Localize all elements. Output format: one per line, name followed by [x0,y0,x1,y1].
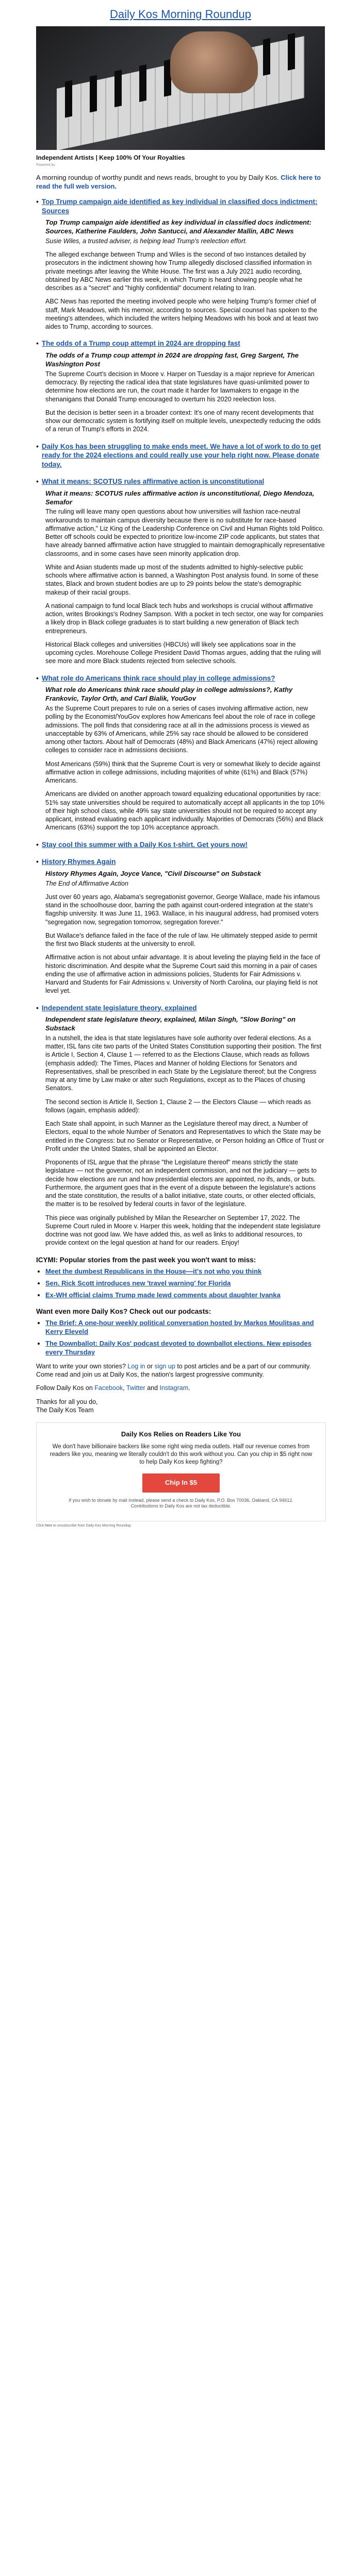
donate-cta [36,442,325,469]
unsubscribe-prefix: Click [36,1524,44,1528]
bullet-icon: • [36,477,39,486]
story-paragraph: ABC News has reported the meeting involved people who were helping Trump's former chief of staff, Mark Meadows, with his memoir, according to sources. Special counsel has spoken to the meeting's attendees, which included the writers helping Meadows with his book and at least two aides to Trump, according to sources. [45,298,319,331]
story-6 [36,1004,325,1247]
follow-label: Follow Daily Kos on [36,1384,93,1392]
icymi-link[interactable]: Ex-WH official claims Trump made lewd comments about daughter Ivanka [45,1291,281,1299]
icymi-link[interactable]: Meet the dumbest Republicans in the House—it's not who you think [45,1267,262,1276]
story-4 [36,674,325,832]
list-item [45,1340,325,1357]
list-item [45,1279,325,1288]
intro [36,174,325,191]
story-paragraph: But the decision is better seen in a broader context: It's one of many recent developments that show our democratic system is fortifying itself on multiple levels, unexpectedly reducing the odds of a rerun of Trump's efforts in 2024. [45,409,321,433]
podcast-link[interactable]: The Brief: A one-hour weekly political conversation hosted by Markos Moulitsas and Kerry Eleveld [45,1319,314,1336]
donate-body: We don't have billionaire backers like some right wing media outlets. Half our revenue comes from readers like you, meaning we literally couldn't do this work without you. Can you chip in $5 right now to help Daily Kos keep fighting? [50,1444,313,1465]
story-headline-link[interactable]: Independent state legislature theory, explained [41,1004,197,1012]
story-source: Independent state legislature theory, explained, Milan Singh, "Slow Boring" on Substack [45,1015,296,1032]
story-source: History Rhymes Again, Joyce Vance, "Civil Discourse" on Substack [45,869,261,877]
follow-line: Follow Daily Kos on Facebook, Twitter and Instagram. [36,1384,190,1392]
story-paragraph: In a nutshell, the idea is that state legislatures have sole authority over federal elections. As a matter, ISL fans cite two parts of the United States Constitution supporting their position. The first is Article I, Section 4, Clause 1 — referred to as the Elections Clause, which reads as follows (emphasis added): The Times, Places and Manner of holding Elections for Senators and Representatives, shall be prescribed in each State by the Legislature thereof; but the Congress may at any time by Law make or alter such Regulations, except as to the Places of chusing Senators. [45,1034,321,1092]
unsubscribe-link[interactable]: here [45,1524,53,1528]
story-2 [36,339,325,433]
story-source: What it means: SCOTUS rules affirmative action is unconstitutional, Diego Mendoza, Semafor [45,489,315,506]
bullet-icon: • [36,840,39,849]
story-headline-link[interactable]: The odds of a Trump coup attempt in 2024 are dropping fast [41,340,240,348]
shirt-cta [36,840,325,850]
closing-text [36,1362,325,1379]
intro-text: A morning roundup of worthy pundit and news reads, brought to you by Daily Kos. [36,174,279,182]
story-subtitle: The End of Affirmative Action [45,879,128,887]
signup-link[interactable]: sign up [154,1362,175,1370]
web-version-link[interactable]: Click here to read the full web version. [36,174,321,191]
list-item [45,1267,325,1276]
story-paragraph: As the Supreme Court prepares to rule on a series of cases involving affirmative action, new polling by the Economist/YouGov explores how Americans feel about the role of race in college admissions. The poll finds that considering race at all in the admissions process is viewed as unacceptable by 63% of Americans, while 25% say race should be allowed to be considered among other factors. About half of Democrats (48%) and Black Americans (47%) reject allowing colleges to consider race in admissions decisions. [45,705,318,754]
bullet-icon: • [36,1003,39,1012]
bullet-icon: • [36,857,39,866]
story-headline-link[interactable]: What it means: SCOTUS rules affirmative action is unconstitutional [41,478,265,486]
follow-and: and [147,1384,158,1392]
podcasts-list [36,1319,325,1357]
story-3 [36,477,325,666]
story-paragraph: White and Asian students made up most of the students admitted to highly-selective public schools where affirmative action is banned, a Washington Post analysis found. In some of these states, Black and brown student bodies are up to 29 points below the state's demographic makeup of their racial groups. [45,563,319,596]
closing-rest: to post articles and be a part of our community. Come read and join us at Daily Kos, the nation's largest progressive community. [36,1362,311,1379]
story-source: What role do Americans think race should play in college admissions?, Kathy Frankovic, Taylor Orth, and Carl Bialik, YouGov [45,686,293,703]
signoff-thanks: Thanks for all you do, [36,1398,98,1405]
story-paragraph: Most Americans (59%) think that the Supreme Court is very or somewhat likely to decide against affirmative action in college admissions, including majorities of white (61%) and Black (57%) Americans. [45,760,320,785]
story-paragraph: Just over 60 years ago, Alabama's segregationist governor, George Wallace, made his infamous stand in the schoolhouse door, barring the path against court-ordered integration at the state's flagship university. It was June 11, 1963. Wallace, in his inaugural address, had promised voters "segregation now, segregation tomorrow, segregation forever." [45,893,320,926]
story-paragraph: The second section is Article II, Section 1, Clause 2 — the Electors Clause — which reads as follows (again, emphasis added): [45,1098,311,1114]
story-headline-link[interactable]: Top Trump campaign aide identified as key individual in classified docs indictment: Sources [41,198,318,215]
ad-powered-by: Powered by [36,163,55,167]
list-item [45,1291,325,1300]
story-subtitle: Susie Wiles, a trusted adviser, is helping lead Trump's reelection effort. [45,237,248,245]
story-headline-link[interactable]: What role do Americans think race should play in college admissions? [41,674,275,682]
donate-cta-link[interactable]: Daily Kos has been struggling to make ends meet. We have a lot of work to do to get ready for the 2024 elections and could really use your help right now. Please donate today. [41,442,321,468]
bullet-icon: • [36,442,39,450]
closing-prompt: Want to write your own stories? [36,1362,126,1370]
story-paragraph: But Wallace's defiance failed in the face of the rule of law. He ultimately stepped aside to permit the first two Black students at the university to enroll. [45,931,318,948]
newsletter-title[interactable]: Daily Kos Morning Roundup [110,8,251,21]
unsubscribe-rest: to unsubscribe from Daily Kos Morning Roundup. [53,1524,132,1528]
mail-donation-note: If you wish to donate by mail instead, please send a check to Daily Kos, P.O. Box 70036, Oakland, CA 94612. Contributions to Daily Kos are not tax deductible. [69,1497,293,1509]
story-source: The odds of a Trump coup attempt in 2024 are dropping fast, Greg Sargent, The Washington Post [45,351,299,368]
story-paragraph: A national campaign to fund local Black tech hubs and workshops is crucial without affirmative action, writes Brookings's Rodney Sampson. With a pocket in tech sector, one way for companies a likely drop in Black college graduates is to start building a new generation of Black tech entrepreneurs. [45,602,323,635]
story-5 [36,857,325,995]
story-paragraph: The alleged exchange between Trump and Wiles is the second of two instances detailed by prosecutors in the indictment showing how Trump allegedly disclosed classified information in private meetings after leaving the White House. The first was a July 2021 audio recording, obtained by ABC News earlier this week, in which Trump is heard showing people what he describes as a "secret" and "highly confidential" document relating to Iran. [45,251,312,292]
ad-image[interactable] [36,26,325,150]
bullet-icon: • [36,673,39,682]
story-source: Top Trump campaign aide identified as key individual in classified docs indictment: Sources, Katherine Faulders, John Santucci, and Alexander Mallin, ABC News [45,218,311,235]
story-1 [36,197,325,331]
unsubscribe-line [36,1523,325,1528]
facebook-link[interactable]: Facebook [94,1384,123,1392]
signoff-team: The Daily Kos Team [36,1406,94,1414]
closing-or: or [146,1362,153,1370]
instagram-link[interactable]: Instagram [159,1384,189,1392]
podcast-link[interactable]: The Downballot: Daily Kos' podcast devoted to downballot elections. New episodes every Thursday [45,1340,311,1357]
story-paragraph: The ruling will leave many open questions about how universities will fashion race-neutral workarounds to maintain campus diversity because there is no substitute for race-based affirmative action," Liz King of the Leadership Conference on Civil and Human Rights told Politico. Better off schools could be expected to prioritize low-income ZIP code applicants, but states that have already banned affirmative action have struggled to maintain demographically representative classrooms, and in some cases have seen minority application drop. [45,508,325,557]
bullet-icon: • [36,197,39,206]
shirt-cta-link[interactable]: Stay cool this summer with a Daily Kos t-shirt. Get yours now! [41,840,248,849]
newsletter [36,0,325,1528]
list-item [45,1319,325,1336]
signoff [36,1398,325,1415]
story-paragraph: Americans are divided on another approach toward equalizing educational opportunities by race: 51% say state universities should be required to automatically accept all applicants in the top 10% of their high school class, while 49% say state universities should not be required to accept any applicant, instead evaluating each applicant individually. Majorities of Democrats (56%) and Black Americans (63%) support the top 10% acceptance approach. [45,790,325,832]
ad-caption[interactable]: Independent Artists | Keep 100% Of Your Royalties [36,154,185,161]
icymi-list [36,1267,325,1300]
chip-in-button[interactable]: Chip In $5 [142,1473,220,1493]
icymi-link[interactable]: Sen. Rick Scott introduces new 'travel warning' for Florida [45,1279,231,1287]
story-paragraph: This piece was originally published by Milan the Researcher on September 17, 2022. The Supreme Court ruled in Moore v. Harper this week, holding that the independent state legislature doctrine was not good law. We have added this, as well as links to additional resources, to provide context on the legal question at hand for our readers. Enjoy! [45,1214,321,1247]
bullet-icon: • [36,339,39,348]
story-paragraph: Proponents of ISL argue that the phrase "the Legislature thereof" means strictly the state legislature — not the governor, not an independent commission, and not the judiciary — gets to decide how elections are run and how presidential electors are appointed, no ifs, ands, or buts. Furthermore, the argument goes that in the event of a dispute between the legislature's actions and the state constitution, the results of a ballot initiative, state courts, or other elected officials, the matter is to be resolved by federal courts in favor of the legislature. [45,1159,317,1208]
podcasts-heading: Want even more Daily Kos? Check out our podcasts: [36,1307,211,1315]
story-headline-link[interactable]: History Rhymes Again [41,858,116,866]
hand-illustration [170,31,258,93]
story-paragraph: Historical Black colleges and universities (HBCUs) will likely see applications soar in the upcoming cycles. Morehouse College President David Thomas argues, adding that the ruling will see more and more Black students rejected from selective schools. [45,640,321,665]
story-paragraph: The Supreme Court's decision in Moore v. Harper on Tuesday is a major reprieve for American democracy. By rejecting the radical idea that state legislatures have quasi-unlimited power to determine how elections are run, the court made it harder for lawmakers to engage in the shenanigans that Donald Trump encouraged to overturn his 2020 reelection loss. [45,370,315,403]
icymi-heading: ICYMI: Popular stories from the past week you won't want to miss: [36,1256,256,1264]
twitter-link[interactable]: Twitter [126,1384,145,1392]
story-paragraph: Affirmative action is not about unfair advantage. It is about leveling the playing field in the face of historic discrimination. And despite what the Supreme Court said this morning in a pair of cases ending the use of affirmative action in admissions policies, Students for Fair Admissions v. Harvard and Students for Fair Admissions v. University of North Carolina, our playing field is not level yet. [45,954,320,995]
donate-box [36,1422,326,1521]
login-link[interactable]: Log in [127,1362,145,1370]
donate-title: Daily Kos Relies on Readers Like You [121,1430,241,1438]
story-paragraph: Each State shall appoint, in such Manner as the Legislature thereof may direct, a Number of Electors, equal to the whole Number of Senators and Representatives to which the State may be entitled in the Congress: but no Senator or Representative, or Person holding an Office of Trust or Profit under the United States, shall be appointed an Elector. [45,1120,324,1153]
